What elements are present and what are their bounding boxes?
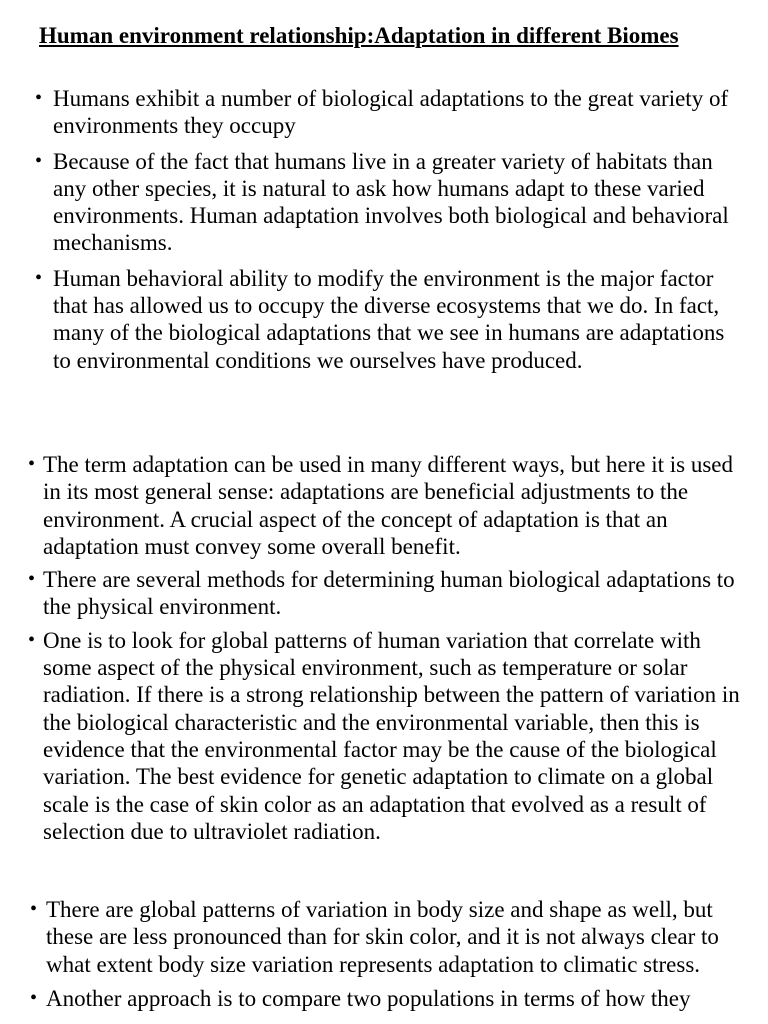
list-item-text: Another approach is to compare two populations in terms of how they — [46, 985, 691, 1011]
list-item-text: The term adaptation can be used in many different ways, but here it is used in its most general sense: adaptations are beneficial adjustments to the environment. A crucial aspect of the concept of adaptation is that an adaptation must convey some overall benefit. — [43, 452, 733, 559]
list-item — [30, 896, 746, 978]
bullet-icon: • — [28, 628, 36, 651]
list-item-text: There are several methods for determining human biological adaptations to the physical environment. — [43, 567, 735, 620]
list-item — [30, 985, 746, 1011]
list-item-text: Human behavioral ability to modify the environment is the major factor that has allowed us to occupy the diverse ecosystems that we do. In fact, many of the biological adaptations that we see in humans are adaptations to environmental conditions we ourselves have produced. — [53, 265, 725, 373]
bullet-list-2 — [28, 451, 743, 851]
list-item — [35, 265, 743, 374]
list-item — [35, 85, 743, 140]
bullet-list-1 — [35, 85, 743, 382]
list-item-text: One is to look for global patterns of human variation that correlate with some aspect of the physical environment, such as temperature or solar radiation. If there is a strong relationship between the pattern of variation in the biological characteristic and the environmental variable, then this is evidence that the environmental factor may be the cause of the biological variation. The best evidence for genetic adaptation to climate on a global scale is the case of skin color as an adaptation that evolved as a result of selection due to ultraviolet radiation. — [43, 627, 740, 844]
list-item — [28, 566, 743, 621]
bullet-icon: • — [28, 568, 36, 591]
bullet-list-3 — [30, 896, 746, 1011]
list-item-text: Humans exhibit a number of biological adaptations to the great variety of environments they occupy — [53, 86, 729, 139]
list-item — [35, 148, 743, 257]
bullet-icon: • — [35, 149, 43, 172]
page-title: Human environment relationship:Adaptation in different Biomes — [39, 23, 679, 48]
bullet-icon: • — [28, 453, 36, 475]
bullet-icon: • — [30, 898, 38, 920]
bullet-icon: • — [35, 266, 43, 289]
bullet-icon: • — [30, 986, 38, 1009]
bullet-icon: • — [35, 87, 43, 109]
list-item-text: Because of the fact that humans live in a greater variety of habitats than any other species, it is natural to ask how humans adapt to these varied environments. Human adaptation involves both biological and behavioral mechanisms. — [53, 148, 729, 256]
list-item — [28, 627, 743, 845]
list-item — [28, 451, 743, 560]
list-item-text: There are global patterns of variation in body size and shape as well, but these are less pronounced than for skin color, and it is not always clear to what extent body size variation represents adaptation to climatic stress. — [46, 897, 719, 977]
